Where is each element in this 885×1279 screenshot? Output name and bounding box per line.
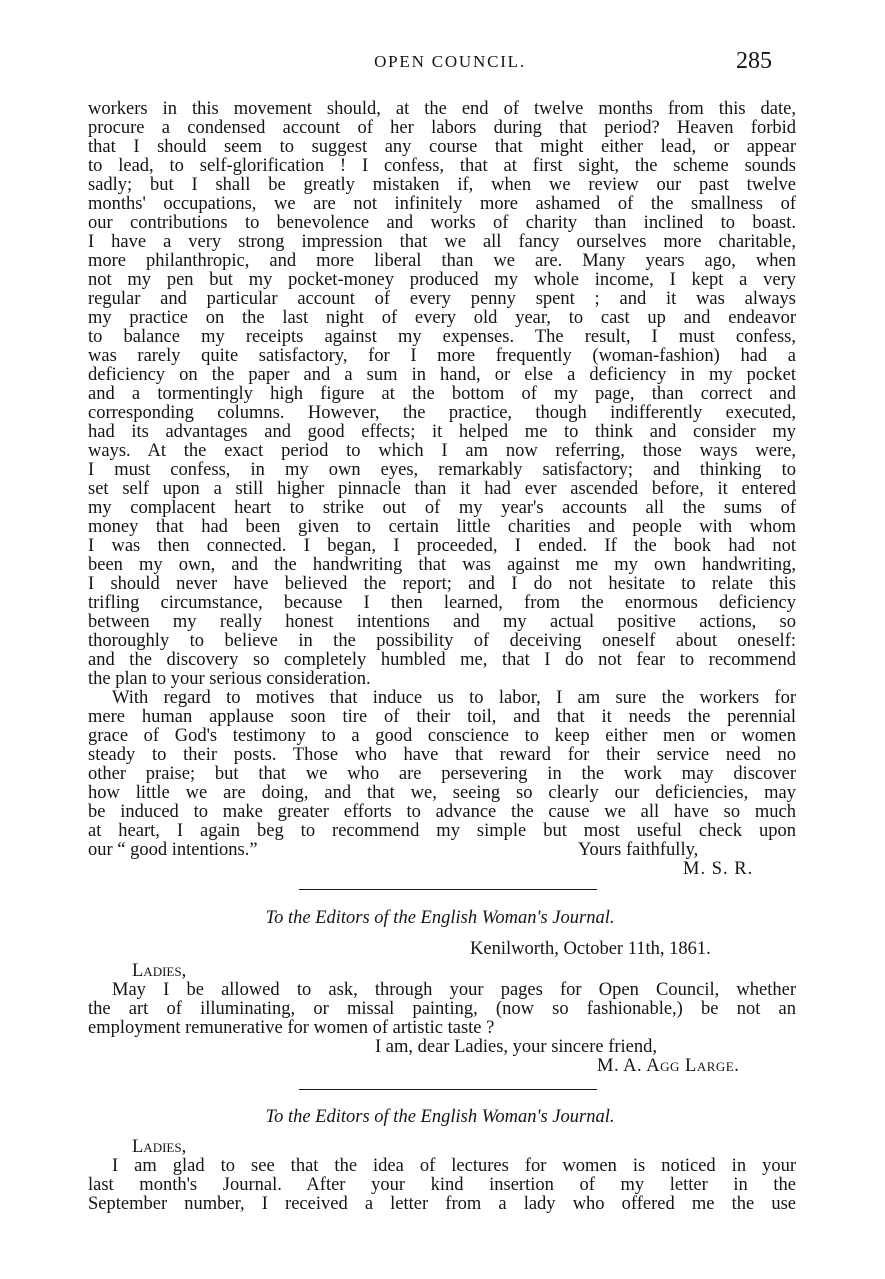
page-number: 285 <box>736 48 772 74</box>
text-line: last month's Journal. After your kind insertion of my letter in the <box>88 1176 796 1195</box>
text-line: I was then connected. I began, I proceeded, I ended. If the book had not <box>88 537 796 556</box>
signature: M. S. R. <box>683 859 754 879</box>
text-line: set self upon a still higher pinnacle than it had ever ascended before, it entered <box>88 480 796 499</box>
text-line: ways. At the exact period to which I am now referring, those ways were, <box>88 442 796 461</box>
text-line: mere human applause soon tire of their toil, and that it needs the perennial <box>88 708 796 727</box>
text-line: my complacent heart to strike out of my year's accounts all the sums of <box>88 499 796 518</box>
text-line: and the discovery so completely humbled me, that I do not fear to recommend <box>88 651 796 670</box>
text-line: I must confess, in my own eyes, remarkably satisfactory; and thinking to <box>88 461 796 480</box>
text-line: grace of God's testimony to a good conscience to keep either men or women <box>88 727 796 746</box>
text-line: not my pen but my pocket-money produced my whole income, I kept a very <box>88 271 796 290</box>
text-line: I should never have believed the report; and I do not hesitate to relate this <box>88 575 796 594</box>
text-line: I have a very strong impression that we all fancy ourselves more charitable, <box>88 233 796 252</box>
closing-text: our “ good intentions.” <box>88 840 258 860</box>
text-line: thoroughly to believe in the possibility of deceiving oneself about oneself: <box>88 632 796 651</box>
text-line: more philanthropic, and more liberal than we are. Many years ago, when <box>88 252 796 271</box>
signature: M. A. Agg Large. <box>597 1056 740 1076</box>
text-line: steady to their posts. Those who have that reward for their service need no <box>88 746 796 765</box>
complimentary-close: I am, dear Ladies, your sincere friend, <box>375 1037 657 1057</box>
text-line: deficiency on the paper and a sum in hand, or else a deficiency in my pocket <box>88 366 796 385</box>
section-divider <box>299 889 597 890</box>
text-line: other praise; but that we who are persevering in the work may discover <box>88 765 796 784</box>
text-line: months' occupations, we are not infinitely more ashamed of the smallness of <box>88 195 796 214</box>
text-line: how little we are doing, and that we, seeing so clearly our deficiencies, may <box>88 784 796 803</box>
text-line: had its advantages and good effects; it helped me to think and consider my <box>88 423 796 442</box>
text-line: that I should seem to suggest any course that might either lead, or appear <box>88 138 796 157</box>
text-line: May I be allowed to ask, through your pages for Open Council, whether <box>112 981 796 1000</box>
text-line: money that had been given to certain little charities and people with whom <box>88 518 796 537</box>
text-line: our contributions to benevolence and works of charity than inclined to boast. <box>88 214 796 233</box>
text-line: was rarely quite satisfactory, for I more frequently (woman-fashion) had a <box>88 347 796 366</box>
text-line: the plan to your serious consideration. <box>88 670 371 689</box>
text-line: to balance my receipts against my expenses. The result, I must confess, <box>88 328 796 347</box>
section-divider <box>299 1089 597 1090</box>
text-line: employment remunerative for women of artistic taste ? <box>88 1019 495 1038</box>
salutation: Ladies, <box>132 961 187 981</box>
text-line: trifling circumstance, because I then learned, from the enormous deficiency <box>88 594 796 613</box>
text-line: September number, I received a letter from a lady who offered me the use <box>88 1195 796 1214</box>
complimentary-close: Yours faithfully, <box>578 840 699 860</box>
text-line: been my own, and the handwriting that was against me my own handwriting, <box>88 556 796 575</box>
text-line: With regard to motives that induce us to labor, I am sure the workers for <box>112 689 796 708</box>
text-line: to lead, to self-glorification ! I confess, that at first sight, the scheme sounds <box>88 157 796 176</box>
running-title: OPEN COUNCIL. <box>374 52 526 71</box>
text-line: my practice on the last night of every old year, to cast up and endeavor <box>88 309 796 328</box>
letter-heading: To the Editors of the English Woman's Journal. <box>265 908 615 928</box>
text-line: the art of illuminating, or missal painting, (now so fashionable,) be not an <box>88 1000 796 1019</box>
text-line: procure a condensed account of her labors during that period? Heaven forbid <box>88 119 796 138</box>
salutation: Ladies, <box>132 1137 187 1157</box>
text-line: I am glad to see that the idea of lectures for women is noticed in your <box>112 1157 796 1176</box>
text-line: sadly; but I shall be greatly mistaken if, when we review our past twelve <box>88 176 796 195</box>
text-line: workers in this movement should, at the end of twelve months from this date, <box>88 100 796 119</box>
text-line: between my really honest intentions and my actual positive actions, so <box>88 613 796 632</box>
text-line: be induced to make greater efforts to advance the cause we all have so much <box>88 803 796 822</box>
text-line: and a tormentingly high figure at the bottom of my page, than correct and <box>88 385 796 404</box>
text-line: corresponding columns. However, the practice, though indifferently executed, <box>88 404 796 423</box>
text-line: at heart, I again beg to recommend my simple but most useful check upon <box>88 822 796 841</box>
place-date: Kenilworth, October 11th, 1861. <box>470 939 711 959</box>
text-line: regular and particular account of every penny spent ; and it was always <box>88 290 796 309</box>
letter-heading: To the Editors of the English Woman's Journal. <box>265 1107 615 1127</box>
